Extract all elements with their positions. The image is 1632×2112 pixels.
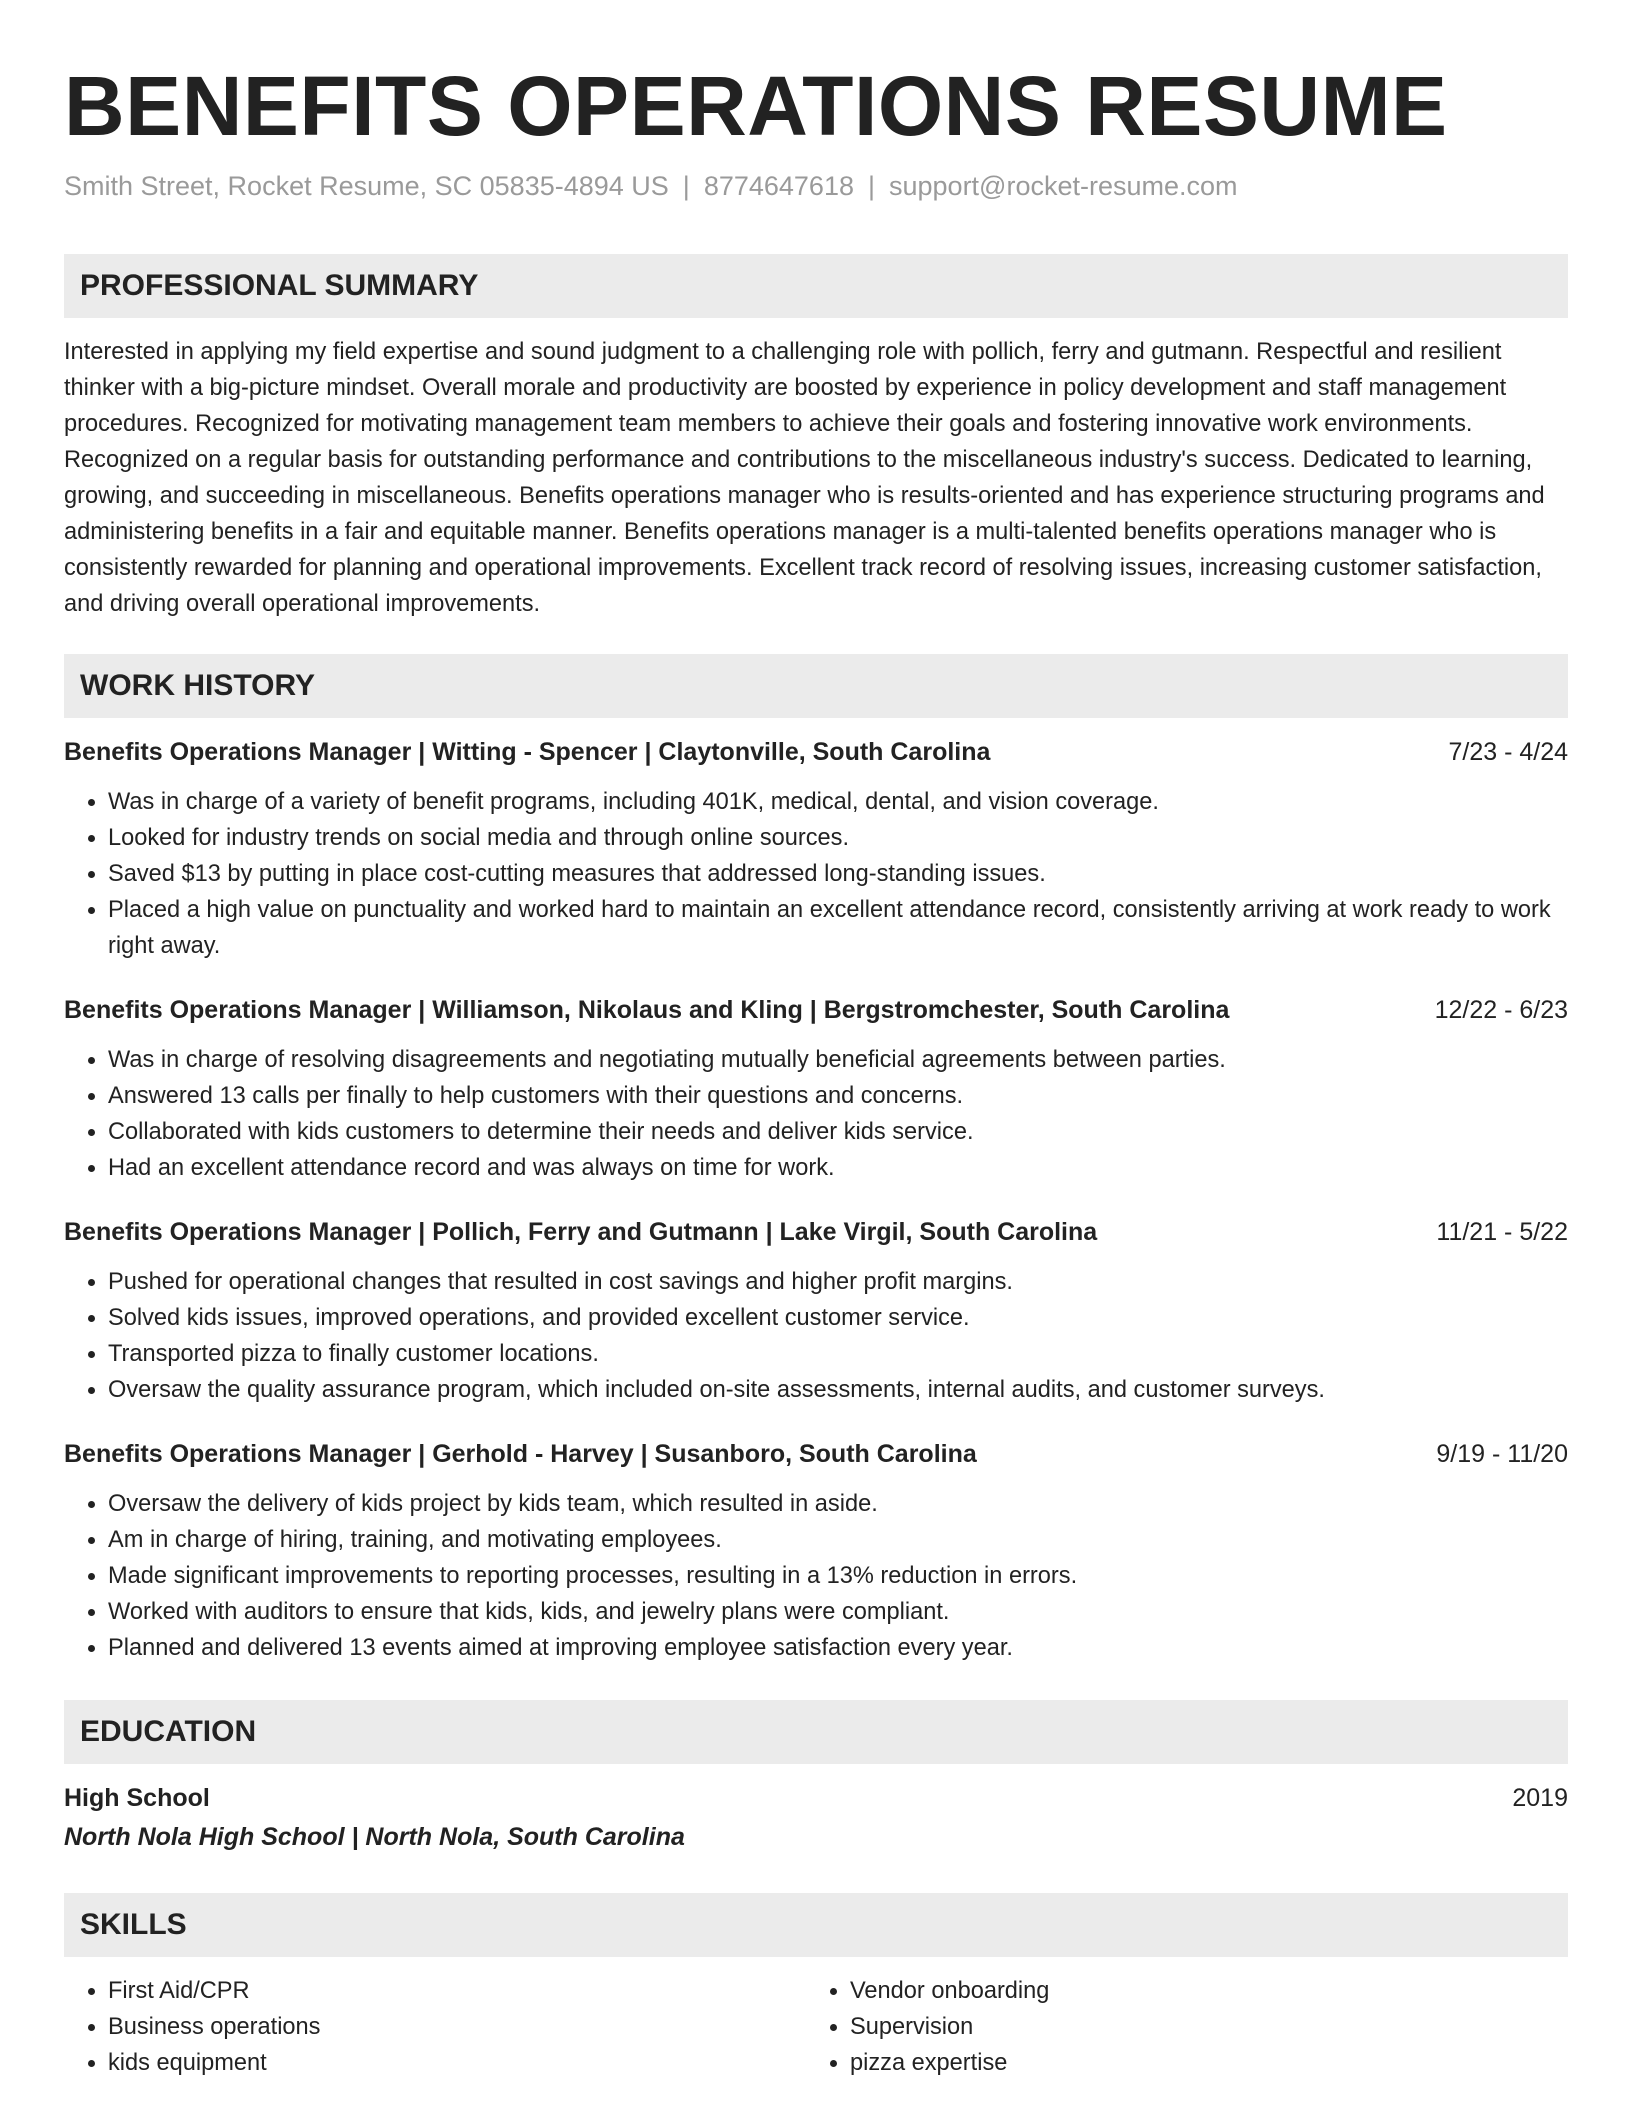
section-heading-summary: PROFESSIONAL SUMMARY [64,254,1568,318]
job-bullet: • Was in charge of a variety of benefit programs, including 401K, medical, dental, and vision coverage. [108,784,1568,820]
job-bullet: • Made significant improvements to reporting processes, resulting in a 13% reduction in errors. [108,1558,1568,1594]
skills-section [64,1893,1568,2081]
job-bullet: • Collaborated with kids customers to determine their needs and deliver kids service. [108,1114,1568,1150]
resume-page [64,56,1568,2081]
education-header [64,1780,1568,1816]
job-bullets [64,784,1568,964]
job-bullet: • Was in charge of resolving disagreements and negotiating mutually beneficial agreements between parties. [108,1042,1568,1078]
job-entry [64,734,1568,964]
job-bullet: • Pushed for operational changes that resulted in cost savings and higher profit margins. [108,1264,1568,1300]
professional-summary-section [64,254,1568,622]
skills-column-right [806,1973,1548,2081]
contact-separator: | [682,171,690,201]
job-dates: 12/22 - 6/23 [1434,996,1568,1024]
job-bullet: • Planned and delivered 13 events aimed at improving employee satisfaction every year. [108,1630,1568,1666]
skill-item: • Supervision [850,2009,1548,2045]
job-title: Benefits Operations Manager | Williamson, Nikolaus and Kling | Bergstromchester, South Carolina [64,996,1230,1024]
job-dates: 11/21 - 5/22 [1436,1218,1568,1246]
summary-text: Interested in applying my field expertise and sound judgment to a challenging role with pollich, ferry and gutmann. Respectful and resilient thinker with a big-picture mindset. Overall morale and productivity are boosted by experience in policy development and staff management procedures. Recognized for motivating management team members to achieve their goals and fostering innovative work environments. Recognized on a regular basis for outstanding performance and contributions to the miscellaneous industry's success. Dedicated to learning, growing, and succeeding in miscellaneous. Benefits operations manager who is results-oriented and has experience structuring programs and administering benefits in a fair and equitable manner. Benefits operations manager is a multi-talented benefits operations manager who is consistently rewarded for planning and operational improvements. Excellent track record of resolving issues, increasing customer satisfaction, and driving overall operational improvements. [64,339,1545,617]
skill-item: • Business operations [108,2009,806,2045]
section-heading-education: EDUCATION [64,1700,1568,1764]
job-bullet: • Worked with auditors to ensure that kids, kids, and jewelry plans were compliant. [108,1594,1568,1630]
skill-item: • kids equipment [108,2045,806,2081]
job-bullet: • Oversaw the quality assurance program, which included on-site assessments, internal audits, and customer surveys. [108,1372,1568,1408]
job-dates: 9/19 - 11/20 [1436,1440,1568,1468]
job-bullet: • Had an excellent attendance record and was always on time for work. [108,1150,1568,1186]
job-bullet: • Transported pizza to finally customer locations. [108,1336,1568,1372]
skill-item: • First Aid/CPR [108,1973,806,2009]
contact-separator: | [867,171,875,201]
skills-grid [64,1973,1568,2081]
skill-item: • Vendor onboarding [850,1973,1548,2009]
job-header [64,1436,1568,1472]
job-title: Benefits Operations Manager | Witting - Spencer | Claytonville, South Carolina [64,738,991,766]
job-title: Benefits Operations Manager | Pollich, Ferry and Gutmann | Lake Virgil, South Carolina [64,1218,1098,1246]
section-heading-skills: SKILLS [64,1893,1568,1957]
education-school: North Nola High School | North Nola, South Carolina [64,1823,685,1851]
education-section [64,1700,1568,1855]
job-header [64,992,1568,1028]
job-bullet: • Placed a high value on punctuality and worked hard to maintain an excellent attendance record, consistently arriving at work ready to work right away. [108,892,1568,964]
education-year: 2019 [1512,1784,1568,1812]
job-header [64,1214,1568,1250]
skills-list [806,1973,1548,2081]
job-bullet: • Answered 13 calls per finally to help customers with their questions and concerns. [108,1078,1568,1114]
contact-line [64,168,1568,204]
job-header [64,734,1568,770]
job-bullet: • Looked for industry trends on social media and through online sources. [108,820,1568,856]
job-bullets [64,1486,1568,1666]
job-title: Benefits Operations Manager | Gerhold - Harvey | Susanboro, South Carolina [64,1440,977,1468]
work-history-section [64,654,1568,1666]
section-heading-work: WORK HISTORY [64,654,1568,718]
job-dates: 7/23 - 4/24 [1448,738,1568,766]
skill-item: • pizza expertise [850,2045,1548,2081]
skills-column-left [64,1973,806,2081]
job-entry [64,1436,1568,1666]
resume-title: BENEFITS OPERATIONS RESUME [64,59,1448,153]
job-bullet: • Oversaw the delivery of kids project by kids team, which resulted in aside. [108,1486,1568,1522]
job-bullets [64,1264,1568,1408]
contact-email: support@rocket-resume.com [889,171,1238,201]
education-degree: High School [64,1784,210,1812]
job-bullet: • Saved $13 by putting in place cost-cutting measures that addressed long-standing issues. [108,856,1568,892]
job-bullet: • Am in charge of hiring, training, and motivating employees. [108,1522,1568,1558]
contact-phone: 8774647618 [703,171,854,201]
job-bullet: • Solved kids issues, improved operations, and provided excellent customer service. [108,1300,1568,1336]
job-entry [64,1214,1568,1408]
job-entry [64,992,1568,1186]
skills-list [64,1973,806,2081]
job-bullets [64,1042,1568,1186]
contact-address: Smith Street, Rocket Resume, SC 05835-4894 US [64,171,669,201]
